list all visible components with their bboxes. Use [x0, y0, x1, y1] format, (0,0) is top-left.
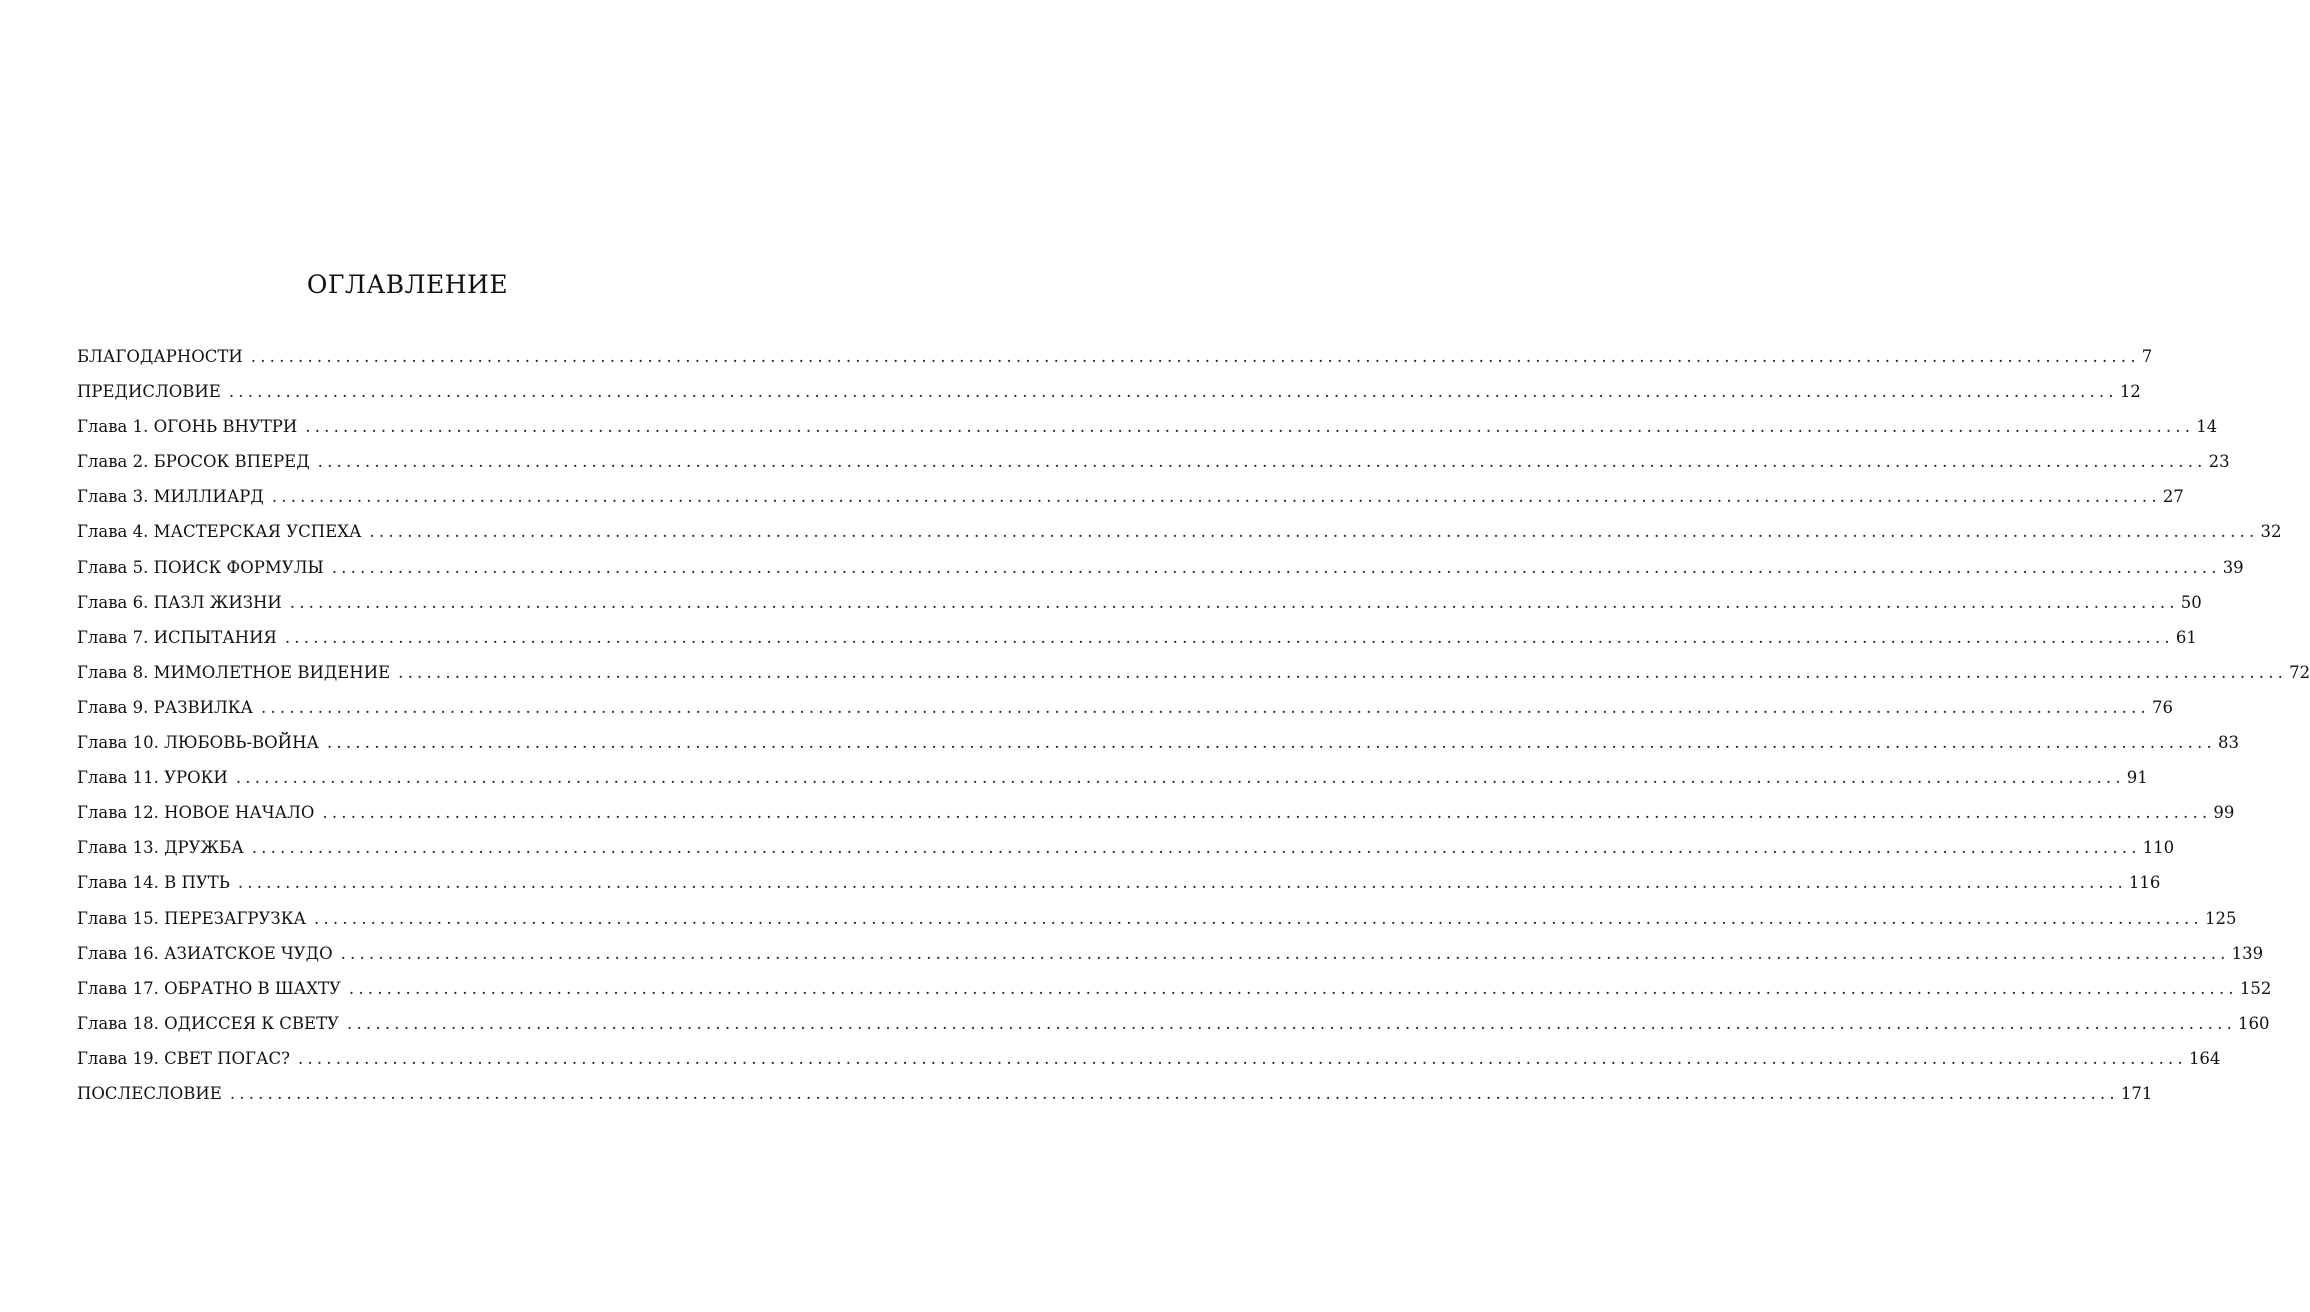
toc-entry: [77, 943, 2264, 979]
toc-dot-leader: ........................................................................................................................................................................................................: [228, 382, 2118, 402]
toc-heading: ОГЛАВЛЕНИЕ: [306, 270, 509, 299]
toc-dot-leader: ........................................................................................................................................................................................................: [340, 943, 2230, 963]
toc-entry-title: Глава 12. НОВОЕ НАЧАЛО: [77, 803, 315, 823]
toc-dot-leader: ........................................................................................................................................................................................................: [271, 487, 2161, 507]
toc-entry-page-number: 91: [2126, 768, 2148, 788]
toc-entry-title: ПРЕДИСЛОВИЕ: [77, 382, 221, 402]
toc-entry: [77, 522, 2282, 557]
toc-dot-leader: ........................................................................................................................................................................................................: [369, 522, 2259, 542]
toc-entry-page-number: 32: [2260, 522, 2282, 542]
toc-dot-leader: ........................................................................................................................................................................................................: [289, 592, 2179, 612]
toc-dot-leader: ........................................................................................................................................................................................................: [305, 417, 2195, 437]
toc-entry-page-number: 27: [2162, 487, 2184, 507]
toc-entry-title: Глава 4. МАСТЕРСКАЯ УСПЕХА: [77, 522, 362, 542]
toc-entry-page-number: 12: [2119, 382, 2141, 402]
toc-dot-leader: ........................................................................................................................................................................................................: [250, 347, 2140, 366]
toc-dot-leader: ........................................................................................................................................................................................................: [348, 978, 2238, 998]
toc-entry-title: Глава 6. ПАЗЛ ЖИЗНИ: [77, 592, 282, 612]
toc-entry-page-number: 76: [2152, 697, 2174, 717]
toc-entry-page-number: 152: [2239, 978, 2272, 998]
toc-dot-leader: ........................................................................................................................................................................................................: [322, 803, 2212, 823]
toc-entry-page-number: 39: [2222, 557, 2244, 577]
toc-entry-page-number: 171: [2120, 1083, 2153, 1103]
toc-dot-leader: ........................................................................................................................................................................................................: [347, 1013, 2237, 1033]
toc-entry-page-number: 110: [2142, 838, 2175, 858]
toc-entry-title: Глава 18. ОДИССЕЯ К СВЕТУ: [77, 1013, 340, 1033]
toc-entry: [77, 452, 2230, 487]
toc-entry: [77, 1083, 2153, 1119]
toc-entry-page-number: 14: [2196, 417, 2218, 437]
toc-dot-leader: ........................................................................................................................................................................................................: [326, 733, 2216, 753]
toc-entry: [77, 908, 2237, 944]
toc-entry-title: Глава 8. МИМОЛЕТНОЕ ВИДЕНИЕ: [77, 662, 391, 682]
toc-entry: [77, 627, 2197, 663]
toc-entry-page-number: 50: [2180, 592, 2202, 612]
toc-dot-leader: ........................................................................................................................................................................................................: [398, 662, 2288, 682]
toc-dot-leader: ........................................................................................................................................................................................................: [331, 557, 2221, 577]
table-of-contents: [77, 347, 2310, 1119]
toc-entry-title: Глава 2. БРОСОК ВПЕРЕД: [77, 452, 310, 472]
toc-entry: [77, 487, 2184, 522]
toc-entry-title: Глава 16. АЗИАТСКОЕ ЧУДО: [77, 943, 333, 963]
toc-entry-page-number: 61: [2175, 627, 2197, 647]
toc-entry-page-number: 160: [2238, 1013, 2270, 1033]
toc-entry-page-number: 125: [2204, 908, 2237, 928]
toc-entry-title: Глава 5. ПОИСК ФОРМУЛЫ: [77, 557, 324, 577]
toc-entry: [77, 733, 2239, 768]
toc-entry: [77, 1013, 2270, 1049]
toc-entry-page-number: 7: [2141, 347, 2153, 366]
toc-entry-page-number: 116: [2128, 873, 2161, 893]
toc-entry-title: Глава 19. СВЕТ ПОГАС?: [77, 1048, 290, 1068]
toc-entry-title: Глава 13. ДРУЖБА: [77, 838, 244, 858]
toc-entry-title: Глава 14. В ПУТЬ: [77, 873, 230, 893]
toc-dot-leader: ........................................................................................................................................................................................................: [235, 768, 2125, 788]
toc-entry: [77, 838, 2175, 873]
toc-entry-title: Глава 10. ЛЮБОВЬ-ВОЙНА: [77, 733, 319, 753]
toc-entry-page-number: 99: [2213, 803, 2235, 823]
toc-dot-leader: ........................................................................................................................................................................................................: [317, 452, 2207, 472]
toc-entry-page-number: 139: [2231, 943, 2264, 963]
toc-entry: [77, 592, 2202, 628]
toc-dot-leader: ........................................................................................................................................................................................................: [229, 1083, 2119, 1103]
toc-entry: [77, 873, 2161, 908]
toc-entry-title: Глава 9. РАЗВИЛКА: [77, 697, 254, 717]
toc-entry-title: Глава 11. УРОКИ: [77, 768, 228, 788]
toc-entry-title: БЛАГОДАРНОСТИ: [77, 347, 243, 366]
toc-entry: [77, 697, 2174, 733]
toc-dot-leader: ........................................................................................................................................................................................................: [284, 627, 2174, 647]
toc-dot-leader: ........................................................................................................................................................................................................: [251, 838, 2141, 858]
toc-entry-title: Глава 1. ОГОНЬ ВНУТРИ: [77, 417, 298, 437]
toc-dot-leader: ........................................................................................................................................................................................................: [313, 908, 2203, 928]
toc-entry: [77, 768, 2148, 803]
toc-dot-leader: ........................................................................................................................................................................................................: [261, 697, 2151, 717]
toc-entry-page-number: 72: [2289, 662, 2310, 682]
toc-entry-title: ПОСЛЕСЛОВИЕ: [77, 1083, 222, 1103]
toc-entry: [77, 662, 2310, 698]
toc-entry: [77, 1048, 2221, 1084]
toc-entry: [77, 803, 2235, 838]
toc-dot-leader: ........................................................................................................................................................................................................: [237, 873, 2127, 893]
toc-dot-leader: ........................................................................................................................................................................................................: [297, 1048, 2187, 1068]
toc-entry-title: Глава 3. МИЛЛИАРД: [77, 487, 264, 507]
toc-entry-title: Глава 17. ОБРАТНО В ШАХТУ: [77, 978, 341, 998]
toc-entry-title: Глава 15. ПЕРЕЗАГРУЗКА: [77, 908, 306, 928]
toc-entry: [77, 347, 2153, 382]
toc-entry: [77, 978, 2272, 1014]
toc-entry-title: Глава 7. ИСПЫТАНИЯ: [77, 627, 277, 647]
toc-entry: [77, 557, 2244, 593]
toc-entry: [77, 382, 2141, 417]
toc-entry: [77, 417, 2218, 452]
toc-entry-page-number: 164: [2188, 1048, 2221, 1068]
toc-entry-page-number: 23: [2208, 452, 2230, 472]
toc-entry-page-number: 83: [2217, 733, 2239, 753]
